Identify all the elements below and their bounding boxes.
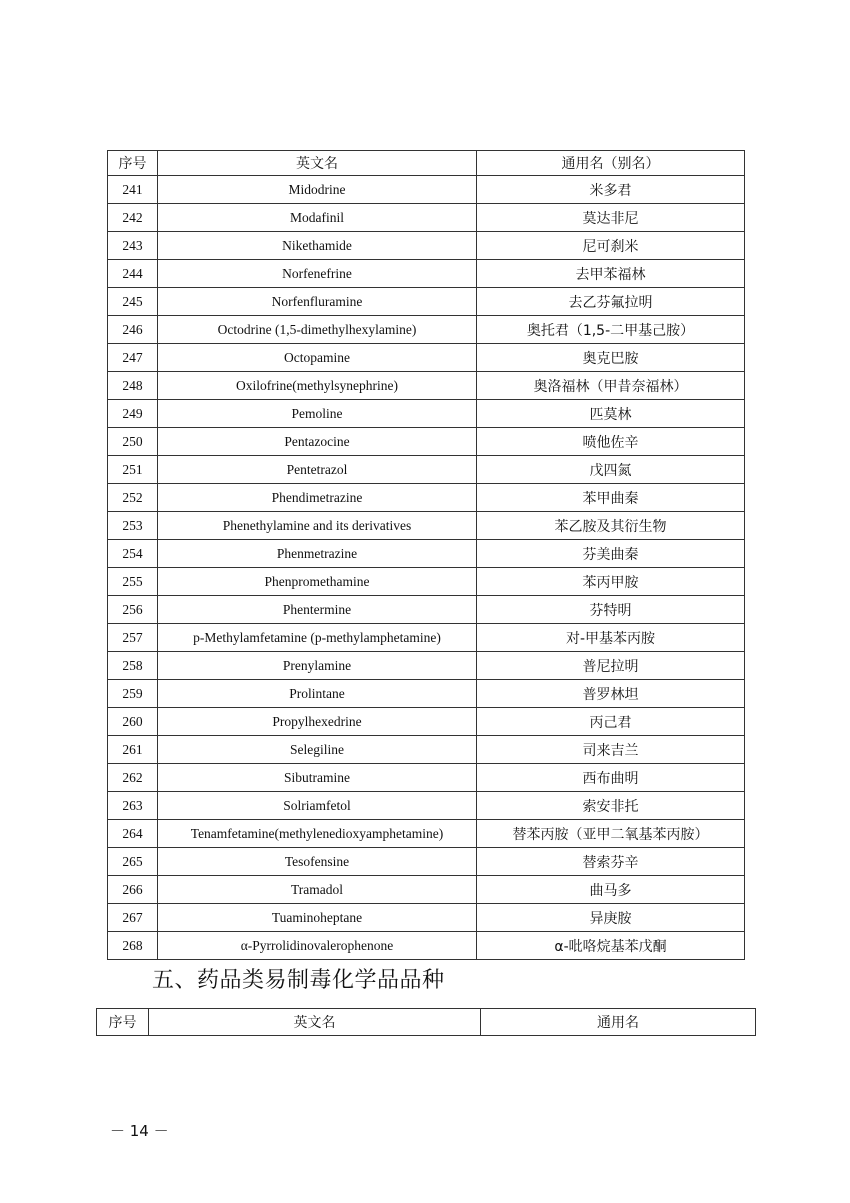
row-common-name: 异庚胺: [477, 904, 745, 932]
row-common-name: 普罗林坦: [477, 680, 745, 708]
table-row: [108, 764, 745, 792]
row-index: 261: [108, 736, 158, 764]
table-row: [108, 596, 745, 624]
table-row: [108, 820, 745, 848]
table-row: [108, 652, 745, 680]
row-index: 266: [108, 876, 158, 904]
table-row: [108, 288, 745, 316]
row-english-name: Pentazocine: [158, 428, 477, 456]
section-header-index: 序号: [97, 1009, 149, 1036]
table-row: [108, 568, 745, 596]
row-english-name: Pentetrazol: [158, 456, 477, 484]
table-header-row: [108, 151, 745, 176]
header-english-name: 英文名: [158, 151, 477, 176]
row-english-name: Phendimetrazine: [158, 484, 477, 512]
row-english-name: Phenethylamine and its derivatives: [158, 512, 477, 540]
row-english-name: Pemoline: [158, 400, 477, 428]
row-index: 265: [108, 848, 158, 876]
row-index: 251: [108, 456, 158, 484]
row-common-name: 戊四氮: [477, 456, 745, 484]
row-common-name: 苯乙胺及其衍生物: [477, 512, 745, 540]
section-table: [96, 1008, 756, 1036]
row-index: 248: [108, 372, 158, 400]
table-row: [108, 876, 745, 904]
row-index: 254: [108, 540, 158, 568]
row-common-name: 替索芬辛: [477, 848, 745, 876]
row-common-name: 去甲苯福林: [477, 260, 745, 288]
substance-table: [107, 150, 745, 960]
header-index: 序号: [108, 151, 158, 176]
row-common-name: 奥克巴胺: [477, 344, 745, 372]
table-row: [108, 260, 745, 288]
row-english-name: Norfenefrine: [158, 260, 477, 288]
row-english-name: Propylhexedrine: [158, 708, 477, 736]
row-common-name: 普尼拉明: [477, 652, 745, 680]
row-index: 253: [108, 512, 158, 540]
row-common-name: 芬特明: [477, 596, 745, 624]
row-english-name: Phenmetrazine: [158, 540, 477, 568]
section-header-common-name: 通用名: [481, 1009, 756, 1036]
row-index: 268: [108, 932, 158, 960]
table-row: [108, 680, 745, 708]
row-index: 263: [108, 792, 158, 820]
row-common-name: 苯甲曲秦: [477, 484, 745, 512]
table-row: [108, 540, 745, 568]
row-common-name: 西布曲明: [477, 764, 745, 792]
row-english-name: Oxilofrine(methylsynephrine): [158, 372, 477, 400]
row-english-name: Tesofensine: [158, 848, 477, 876]
table-row: [108, 316, 745, 344]
row-english-name: Octodrine (1,5-dimethylhexylamine): [158, 316, 477, 344]
table-row: [108, 736, 745, 764]
section-header-english-name: 英文名: [149, 1009, 481, 1036]
row-index: 249: [108, 400, 158, 428]
row-english-name: Tenamfetamine(methylenedioxyamphetamine): [158, 820, 477, 848]
row-index: 247: [108, 344, 158, 372]
row-common-name: 奥洛福林（甲昔奈福林）: [477, 372, 745, 400]
row-english-name: Prolintane: [158, 680, 477, 708]
row-english-name: Nikethamide: [158, 232, 477, 260]
row-common-name: 莫达非尼: [477, 204, 745, 232]
row-index: 245: [108, 288, 158, 316]
table-row: [108, 708, 745, 736]
row-english-name: Modafinil: [158, 204, 477, 232]
row-common-name: 苯丙甲胺: [477, 568, 745, 596]
row-common-name: 司来吉兰: [477, 736, 745, 764]
table-row: [108, 456, 745, 484]
table-row: [108, 848, 745, 876]
table-row: [108, 400, 745, 428]
row-english-name: Phentermine: [158, 596, 477, 624]
row-english-name: p-Methylamfetamine (p-methylamphetamine): [158, 624, 477, 652]
row-index: 259: [108, 680, 158, 708]
row-common-name: 芬美曲秦: [477, 540, 745, 568]
table-row: [108, 932, 745, 960]
table-row: [108, 512, 745, 540]
row-english-name: Tuaminoheptane: [158, 904, 477, 932]
row-index: 243: [108, 232, 158, 260]
table-row: [108, 204, 745, 232]
row-common-name: 奥托君（1,5-二甲基己胺）: [477, 316, 745, 344]
table-row: [108, 372, 745, 400]
page-number: － 14 －: [110, 1122, 169, 1140]
table-row: [108, 428, 745, 456]
row-common-name: 索安非托: [477, 792, 745, 820]
row-index: 257: [108, 624, 158, 652]
row-index: 264: [108, 820, 158, 848]
row-index: 258: [108, 652, 158, 680]
row-english-name: Phenpromethamine: [158, 568, 477, 596]
row-common-name: 替苯丙胺（亚甲二氧基苯丙胺）: [477, 820, 745, 848]
section-title: 五、药品类易制毒化学品品种: [152, 968, 445, 993]
row-english-name: Norfenfluramine: [158, 288, 477, 316]
row-common-name: 喷他佐辛: [477, 428, 745, 456]
row-english-name: Prenylamine: [158, 652, 477, 680]
row-english-name: Midodrine: [158, 176, 477, 204]
row-index: 260: [108, 708, 158, 736]
table-row: [108, 792, 745, 820]
row-common-name: 尼可刹米: [477, 232, 745, 260]
row-english-name: Sibutramine: [158, 764, 477, 792]
row-index: 262: [108, 764, 158, 792]
row-index: 250: [108, 428, 158, 456]
table-row: [108, 624, 745, 652]
row-index: 256: [108, 596, 158, 624]
row-index: 242: [108, 204, 158, 232]
table-row: [108, 176, 745, 204]
row-common-name: α-吡咯烷基苯戊酮: [477, 932, 745, 960]
row-index: 255: [108, 568, 158, 596]
section-table-header-row: [97, 1009, 756, 1036]
row-common-name: 丙己君: [477, 708, 745, 736]
row-english-name: Solriamfetol: [158, 792, 477, 820]
row-common-name: 对-甲基苯丙胺: [477, 624, 745, 652]
row-index: 252: [108, 484, 158, 512]
row-common-name: 米多君: [477, 176, 745, 204]
row-index: 267: [108, 904, 158, 932]
header-common-name: 通用名（别名）: [477, 151, 745, 176]
row-index: 246: [108, 316, 158, 344]
table-row: [108, 232, 745, 260]
row-english-name: Tramadol: [158, 876, 477, 904]
row-common-name: 匹莫林: [477, 400, 745, 428]
table-row: [108, 904, 745, 932]
row-index: 241: [108, 176, 158, 204]
table-row: [108, 344, 745, 372]
row-english-name: Selegiline: [158, 736, 477, 764]
table-row: [108, 484, 745, 512]
row-common-name: 曲马多: [477, 876, 745, 904]
row-english-name: α-Pyrrolidinovalerophenone: [158, 932, 477, 960]
row-common-name: 去乙芬氟拉明: [477, 288, 745, 316]
row-index: 244: [108, 260, 158, 288]
row-english-name: Octopamine: [158, 344, 477, 372]
